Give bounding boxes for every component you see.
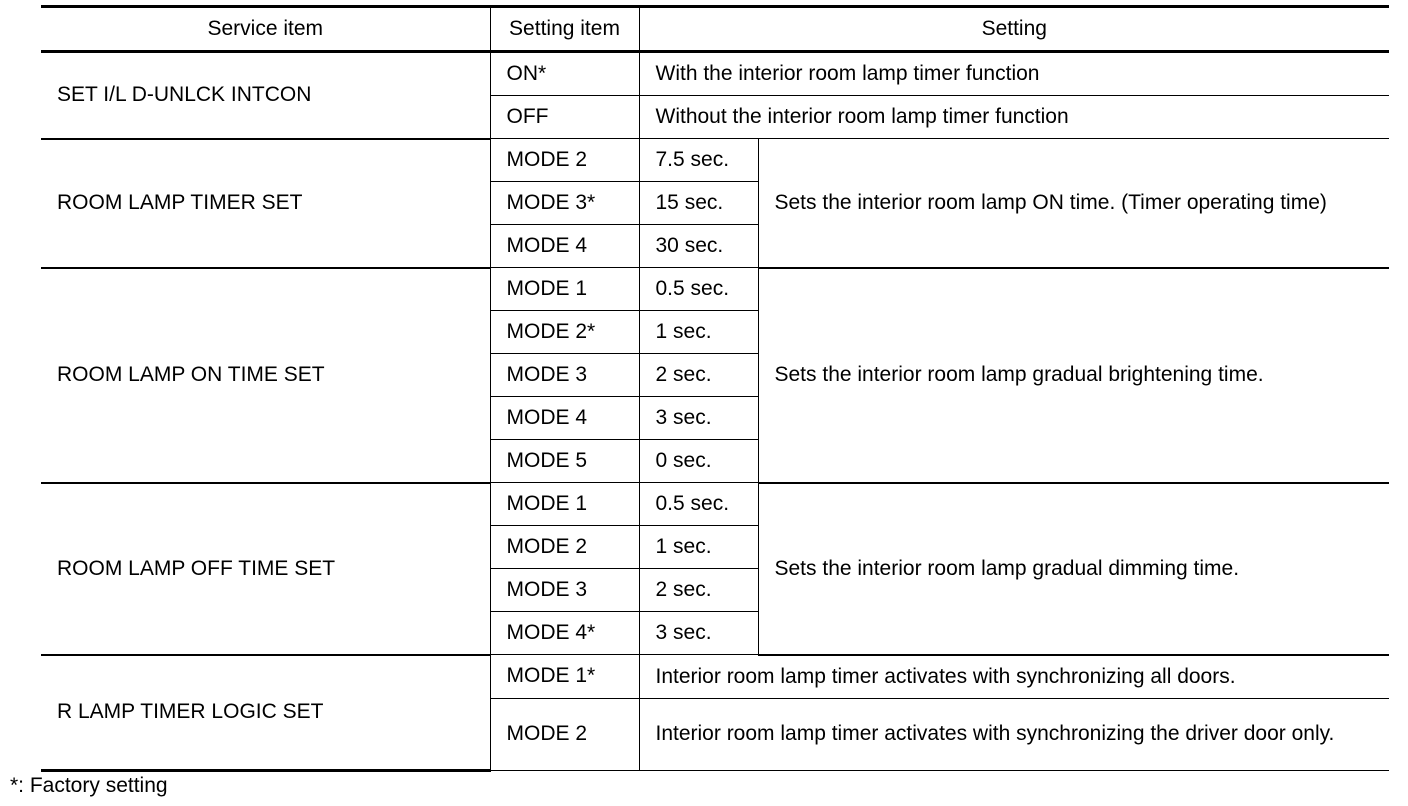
setting-cell: With the interior room lamp timer function xyxy=(639,52,1389,96)
description-cell: Sets the interior room lamp gradual brightening time. xyxy=(758,268,1389,483)
table-row xyxy=(41,268,1389,311)
setting-item-cell: MODE 3 xyxy=(490,354,639,397)
setting-item-cell: MODE 3* xyxy=(490,182,639,225)
service-item-cell: ROOM LAMP OFF TIME SET xyxy=(41,483,490,655)
table-row xyxy=(41,139,1389,182)
setting-item-cell: OFF xyxy=(490,96,639,139)
setting-cell: Interior room lamp timer activates with synchronizing the driver door only. xyxy=(639,698,1389,770)
service-item-cell: ROOM LAMP ON TIME SET xyxy=(41,268,490,483)
setting-item-cell: MODE 2* xyxy=(490,311,639,354)
setting-cell: Interior room lamp timer activates with synchronizing all doors. xyxy=(639,655,1389,699)
value-cell: 30 sec. xyxy=(639,225,758,268)
value-cell: 0.5 sec. xyxy=(639,268,758,311)
value-cell: 2 sec. xyxy=(639,569,758,612)
table-row xyxy=(41,483,1389,526)
service-item-cell: ROOM LAMP TIMER SET xyxy=(41,139,490,268)
header-row xyxy=(41,7,1389,52)
setting-item-cell: MODE 2 xyxy=(490,526,639,569)
service-item-cell: R LAMP TIMER LOGIC SET xyxy=(41,655,490,771)
footnote: *: Factory setting xyxy=(10,774,168,797)
service-item-cell: SET I/L D-UNLCK INTCON xyxy=(41,52,490,139)
table-row xyxy=(41,52,1389,96)
setting-item-cell: MODE 2 xyxy=(490,139,639,182)
setting-item-cell: MODE 5 xyxy=(490,440,639,483)
value-cell: 7.5 sec. xyxy=(639,139,758,182)
value-cell: 0.5 sec. xyxy=(639,483,758,526)
value-cell: 1 sec. xyxy=(639,311,758,354)
settings-table xyxy=(41,5,1389,772)
setting-item-cell: MODE 1 xyxy=(490,483,639,526)
header-service-item: Service item xyxy=(41,7,490,52)
header-setting-item: Setting item xyxy=(490,7,639,52)
setting-cell: Without the interior room lamp timer function xyxy=(639,96,1389,139)
table-row xyxy=(41,655,1389,699)
description-cell: Sets the interior room lamp ON time. (Timer operating time) xyxy=(758,139,1389,268)
setting-item-cell: MODE 1* xyxy=(490,655,639,699)
value-cell: 3 sec. xyxy=(639,397,758,440)
value-cell: 2 sec. xyxy=(639,354,758,397)
setting-item-cell: MODE 1 xyxy=(490,268,639,311)
value-cell: 15 sec. xyxy=(639,182,758,225)
setting-item-cell: MODE 2 xyxy=(490,698,639,770)
setting-item-cell: ON* xyxy=(490,52,639,96)
setting-item-cell: MODE 4 xyxy=(490,225,639,268)
value-cell: 3 sec. xyxy=(639,612,758,655)
value-cell: 0 sec. xyxy=(639,440,758,483)
header-setting: Setting xyxy=(639,7,1389,52)
setting-item-cell: MODE 4* xyxy=(490,612,639,655)
setting-item-cell: MODE 4 xyxy=(490,397,639,440)
setting-item-cell: MODE 3 xyxy=(490,569,639,612)
value-cell: 1 sec. xyxy=(639,526,758,569)
description-cell: Sets the interior room lamp gradual dimming time. xyxy=(758,483,1389,655)
